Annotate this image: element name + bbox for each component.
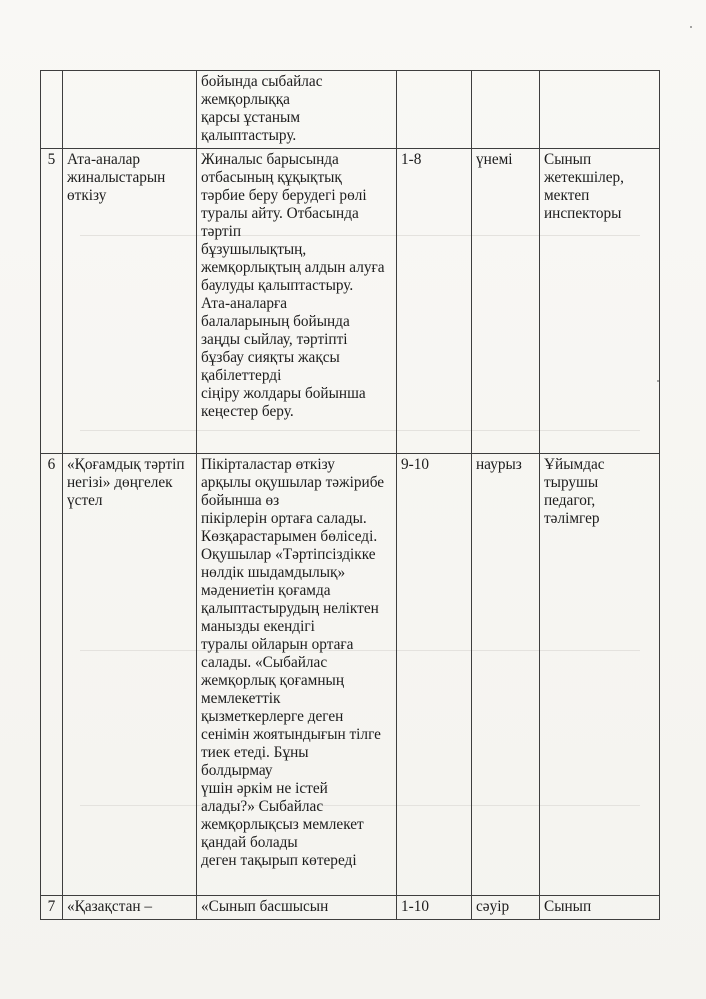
event-time: сәуір — [472, 896, 540, 920]
event-name: «Қоғамдық тәртіп негізі» дөңгелек үстел — [63, 454, 197, 896]
responsible-person — [540, 71, 660, 149]
event-name — [63, 71, 197, 149]
event-description: Пікірталастар өткізу арқылы оқушылар тәжірибе бойынша өз пікірлерін ортаға салады. Көзқарастарымен бөліседі. Оқушылар «Тәртіпсіздікке нөлдік шыдамдылық» мәдениетін қоғамда қалыптастырудың неліктен манызды екендігі туралы ойларын ортаға салады. «Сыбайлас жемқорлық қоғамның мемлекеттік қызметкерлерге деген сенімін жоятындығын тілге тиек етеді. Бұны болдырмау үшін әркім не істей алады?» Сыбайлас жемқорлықсыз мемлекет қандай болады деген тақырып көтереді — [197, 454, 397, 896]
table-row — [41, 149, 660, 454]
grade-range — [397, 71, 472, 149]
event-name: «Қазақстан – — [63, 896, 197, 920]
table-row — [41, 896, 660, 920]
event-description: «Сынып басшысын — [197, 896, 397, 920]
event-plan-table — [40, 70, 660, 920]
event-time: наурыз — [472, 454, 540, 896]
responsible-person: Ұйымдас тырушы педагог, тәлімгер — [540, 454, 660, 896]
row-number: 7 — [41, 896, 63, 920]
grade-range: 1-10 — [397, 896, 472, 920]
event-description: Жиналыс барысында отбасының құқықтық тәрбие беру берудегі рөлі туралы айту. Отбасында тәртіп бұзушылықтың, жемқорлықтың алдын алуға баулуды қалыптастыру. Ата-аналарға балаларының бойында заңды сыйлау, тәртіпті бұзбау сияқты жақсы қабілеттерді сіңіру жолдары бойынша кеңестер беру. — [197, 149, 397, 454]
row-number: 6 — [41, 454, 63, 896]
row-number: 5 — [41, 149, 63, 454]
responsible-person: Сынып жетекшілер, мектеп инспекторы — [540, 149, 660, 454]
event-time: үнемі — [472, 149, 540, 454]
scan-speck — [690, 26, 692, 28]
grade-range: 9-10 — [397, 454, 472, 896]
event-time — [472, 71, 540, 149]
row-number — [41, 71, 63, 149]
responsible-person: Сынып — [540, 896, 660, 920]
event-name: Ата-аналар жиналыстарын өткізу — [63, 149, 197, 454]
table-row — [41, 454, 660, 896]
table-row — [41, 71, 660, 149]
event-description: бойында сыбайлас жемқорлыққа қарсы ұстаным қалыптастыру. — [197, 71, 397, 149]
grade-range: 1-8 — [397, 149, 472, 454]
